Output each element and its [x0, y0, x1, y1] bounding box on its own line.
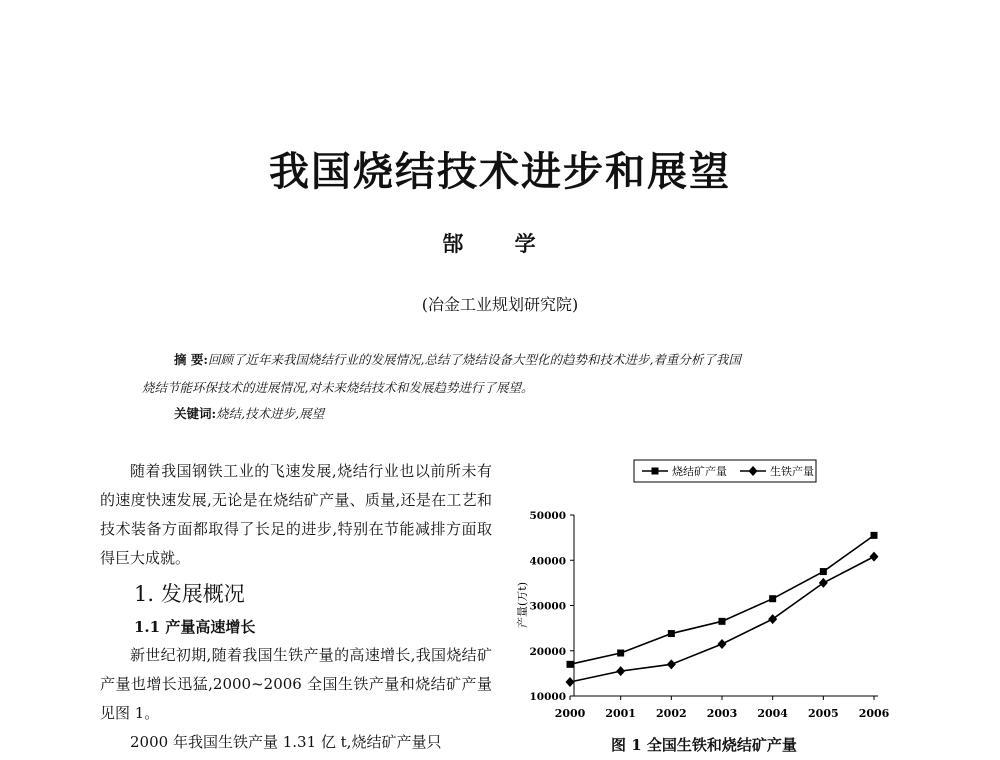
subsection-heading-1-1: 1.1 产量高速增长 — [134, 618, 256, 636]
data-point — [616, 666, 625, 676]
x-tick-label: 2005 — [808, 707, 839, 720]
legend-marker — [652, 468, 659, 475]
data-point — [820, 568, 827, 575]
x-tick-label: 2006 — [858, 707, 890, 720]
data-point — [668, 630, 675, 637]
data-point — [871, 532, 878, 539]
paragraph-2: 新世纪初期,随着我国生铁产量的高速增长,我国烧结矿产量也增长迅猛,2000~2006 全国生铁产量和烧结矿产量见图 1。 — [100, 646, 492, 722]
data-point — [819, 578, 828, 588]
data-point — [719, 618, 726, 625]
data-point — [617, 650, 624, 657]
abstract — [142, 346, 872, 402]
x-tick-label: 2000 — [554, 707, 586, 720]
abstract-line-2: 烧结节能环保技术的进展情况,对未来烧结技术和发展趋势进行了展望。 — [142, 380, 534, 395]
x-tick-label: 2002 — [656, 707, 687, 720]
y-tick-label: 30000 — [529, 600, 566, 613]
data-point — [769, 595, 776, 602]
x-tick-label: 2004 — [757, 707, 788, 720]
paragraph-3: 2000 年我国生铁产量 1.31 亿 t,烧结矿产量只 — [130, 733, 442, 751]
axis-ticks — [529, 510, 889, 720]
data-point — [768, 614, 777, 624]
y-tick-label: 40000 — [529, 555, 566, 568]
section-heading-1: 1. 发展概况 — [134, 582, 245, 606]
affiliation: (冶金工业规划研究院) — [421, 295, 579, 314]
body-column — [100, 457, 492, 757]
abstract-line-1: 回顾了近年来我国烧结行业的发展情况,总结了烧结设备大型化的趋势和技术进步,着重分析了我国 — [207, 352, 741, 367]
figure-caption: 图 1 全国生铁和烧结矿产量 — [611, 736, 797, 754]
y-tick-label: 10000 — [529, 691, 566, 703]
keywords-label: 关键词: — [174, 406, 217, 421]
y-axis-label: 产量(万t) — [516, 581, 529, 629]
y-tick-label: 20000 — [529, 645, 566, 658]
legend-label: 烧结矿产量 — [672, 465, 727, 478]
keywords — [174, 404, 324, 422]
abstract-label: 摘 要: — [174, 352, 208, 367]
x-tick-label: 2003 — [706, 707, 738, 720]
keywords-text: 烧结,技术进步,展望 — [216, 406, 325, 421]
paper-title: 我国烧结技术进步和展望 — [269, 148, 731, 195]
production-chart — [508, 455, 900, 735]
legend-label: 生铁产量 — [770, 465, 814, 478]
y-tick-label: 50000 — [529, 510, 566, 522]
figure-1 — [508, 455, 900, 760]
author-name: 郜 学 — [442, 231, 558, 256]
data-point — [870, 552, 879, 562]
data-point — [718, 639, 727, 649]
data-point — [567, 661, 574, 668]
data-point — [667, 659, 676, 669]
x-tick-label: 2001 — [605, 707, 636, 720]
data-point — [566, 677, 575, 687]
data-series — [566, 532, 879, 687]
intro-paragraph: 随着我国钢铁工业的飞速发展,烧结行业也以前所未有的速度快速发展,无论是在烧结矿产量、质量,还是在工艺和技术装备方面都取得了长足的进步,特别在节能减排方面取得巨大成就。 — [100, 462, 492, 567]
